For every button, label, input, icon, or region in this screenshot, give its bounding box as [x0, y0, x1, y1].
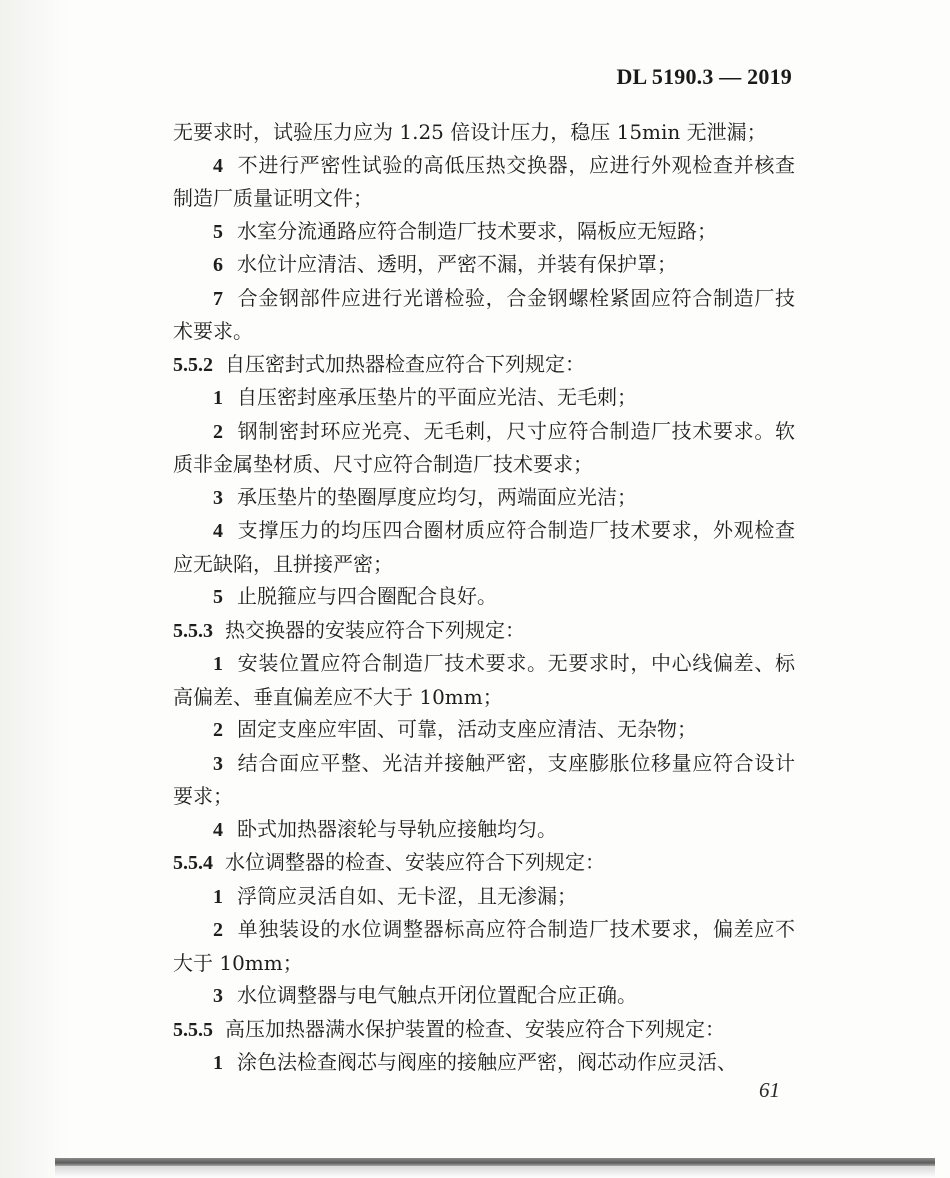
item-text: 水位计应清洁、透明，严密不漏，并装有保护罩；: [237, 252, 677, 276]
clause-heading: [173, 846, 795, 880]
list-item: [173, 149, 795, 215]
clause-text: 热交换器的安装应符合下列规定：: [225, 617, 525, 642]
item-number: 1: [213, 1052, 223, 1074]
item-text: 水位调整器与电气触点开闭位置配合应正确。: [237, 983, 637, 1007]
item-number: 4: [213, 520, 223, 542]
item-text: 安装位置应符合制造厂技术要求。无要求时，中心线偏差、标高偏差、垂直偏差应不大于 10mm；: [173, 651, 795, 709]
item-text: 支撑压力的均压四合圈材质应符合制造厂技术要求，外观检查应无缺陷，且拼接严密；: [173, 518, 795, 576]
item-text: 单独装设的水位调整器标高应符合制造厂技术要求，偏差应不大于 10mm；: [173, 917, 795, 975]
item-number: 4: [213, 154, 223, 177]
item-text: 止脱箍应与四合圈配合良好。: [237, 584, 497, 608]
clause-text: 自压密封式加热器检查应符合下列规定：: [225, 351, 585, 376]
paragraph-continuation: 无要求时，试验压力应为 1.25 倍设计压力，稳压 15min 无泄漏；: [173, 120, 767, 144]
list-item: [173, 514, 795, 580]
item-number: 2: [213, 719, 223, 741]
clause-heading: [173, 1013, 795, 1047]
item-number: 4: [213, 818, 223, 841]
item-text: 结合面应平整、光洁并接触严密，支座膨胀位移量应符合设计要求；: [173, 750, 795, 808]
list-item: [173, 415, 795, 481]
item-number: 5: [213, 586, 223, 608]
item-text: 浮筒应灵活自如、无卡涩，且无渗漏；: [237, 883, 577, 908]
item-text: 不进行严密性试验的高低压热交换器，应进行外观检查并核查制造厂质量证明文件；: [173, 152, 795, 210]
item-text: 水室分流通路应符合制造厂技术要求，隔板应无短路；: [237, 218, 717, 243]
list-item: [173, 1046, 795, 1080]
list-item: [173, 580, 795, 614]
item-number: 5: [213, 220, 223, 243]
standard-code: DL 5190.3 — 2019: [616, 64, 792, 89]
item-text: 涂色法检查阀芯与阀座的接触应严密，阀芯动作应灵活、: [237, 1050, 737, 1074]
clause-text: 高压加热器满水保护装置的检查、安装应符合下列规定：: [225, 1016, 725, 1041]
clause-heading: [173, 348, 795, 382]
item-number: 2: [213, 919, 223, 941]
page-body: [173, 116, 795, 1080]
item-number: 7: [213, 287, 223, 310]
item-number: 1: [213, 653, 223, 675]
clause-number: 5.5.3: [173, 619, 213, 642]
clause-number: 5.5.5: [173, 1018, 213, 1041]
item-text: 自压密封座承压垫片的平面应光洁、无毛刺；: [237, 385, 637, 409]
list-item: [173, 215, 795, 249]
list-item: [173, 282, 795, 348]
list-item: [173, 381, 795, 415]
clause-number: 5.5.4: [173, 852, 213, 874]
list-item: [173, 481, 795, 515]
item-text: 钢制密封环应光亮、无毛刺，尺寸应符合制造厂技术要求。软质非金属垫材质、尺寸应符合制造厂技术要求；: [173, 418, 795, 476]
list-item: [173, 979, 795, 1013]
item-number: 2: [213, 420, 223, 443]
clause-text: 水位调整器的检查、安装应符合下列规定：: [225, 850, 605, 874]
item-number: 6: [213, 254, 223, 276]
list-item: [173, 747, 795, 813]
item-text: 卧式加热器滚轮与导轨应接触均匀。: [237, 816, 557, 841]
page-bottom-shadow: [55, 1166, 935, 1178]
page-binding-shadow: [0, 0, 70, 1178]
clause-heading: [173, 614, 795, 648]
item-number: 3: [213, 486, 223, 509]
item-text: 合金钢部件应进行光谱检验，合金钢螺栓紧固应符合制造厂技术要求。: [173, 285, 795, 343]
item-number: 1: [213, 387, 223, 409]
clause-number: 5.5.2: [173, 353, 213, 376]
page-number: 61: [759, 1078, 780, 1102]
item-number: 3: [213, 985, 223, 1007]
list-item: [173, 713, 795, 747]
list-item: [173, 813, 795, 847]
list-item: [173, 913, 795, 979]
item-number: 3: [213, 752, 223, 775]
item-text: 固定支座应牢固、可靠，活动支座应清洁、无杂物；: [237, 717, 697, 741]
item-text: 承压垫片的垫圈厚度应均匀，两端面应光洁；: [237, 484, 637, 509]
list-item: [173, 647, 795, 713]
list-item: [173, 880, 795, 914]
list-item: [173, 248, 795, 282]
item-number: 1: [213, 885, 223, 908]
page-bottom-edge: [55, 1158, 935, 1166]
